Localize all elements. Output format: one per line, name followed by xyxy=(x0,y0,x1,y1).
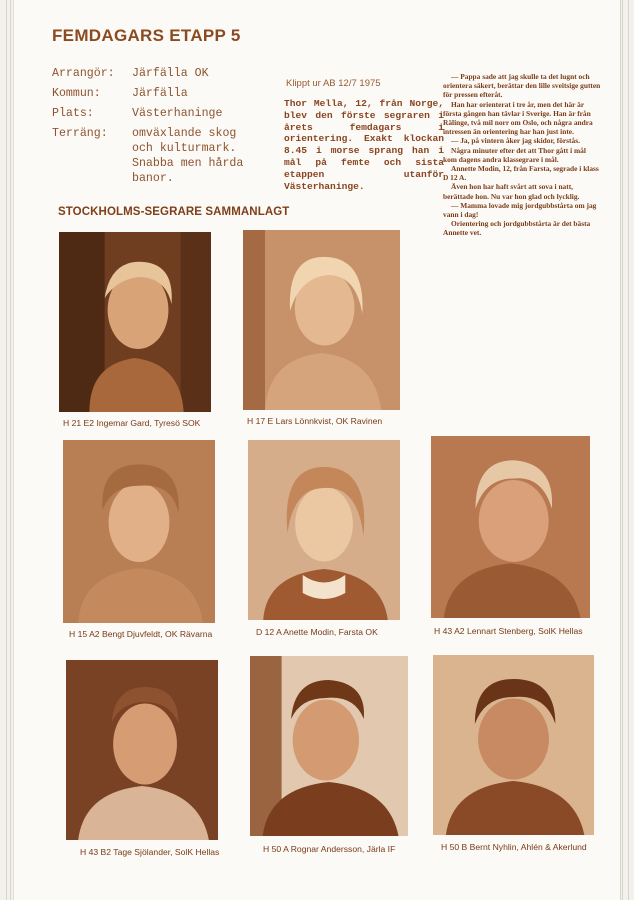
photo-caption: H 21 E2 Ingemar Gard, Tyresö SOK xyxy=(63,418,201,428)
race-facts xyxy=(52,64,282,186)
portrait-photo xyxy=(66,660,218,840)
fact-key: Terräng: xyxy=(52,127,108,140)
section-title: STOCKHOLMS-SEGRARE SAMMANLAGT xyxy=(58,206,290,218)
portrait-photo xyxy=(248,440,400,620)
portrait-photo xyxy=(243,230,400,410)
photo-caption: H 15 A2 Bengt Djuvfeldt, OK Rävarna xyxy=(69,629,213,639)
news-paragraph: Annette Modin, 12, från Farsta, segrade i klass D 12 A. xyxy=(443,164,599,183)
news-paragraph: Några minuter efter det att Thor gått i mål kom dagens andra klassegrare i mål. xyxy=(443,145,586,164)
news-paragraph: — Pappa sade att jag skulle ta det lugnt och orientera säkert, berättar den lille sveitsige gutten för pressen efteråt. xyxy=(443,72,601,100)
fact-place xyxy=(52,104,282,124)
fact-value: omväxlande skog och kulturmark. Snabba men hårda banor. xyxy=(132,127,244,185)
page-edge xyxy=(6,0,7,900)
photo-caption: D 12 A Anette Modin, Farsta OK xyxy=(256,627,378,637)
photo-caption: H 50 A Rognar Andersson, Järla IF xyxy=(263,844,396,854)
page-edge xyxy=(622,0,623,900)
fact-key: Kommun: xyxy=(52,87,101,100)
photo-caption: H 50 B Bernt Nyhlin, Ahlén & Akerlund xyxy=(441,842,587,852)
news-clipping xyxy=(443,72,601,238)
fact-value: Järfälla xyxy=(132,87,188,100)
fact-value: Västerhaninge xyxy=(132,107,223,120)
portrait-photo xyxy=(63,440,215,623)
page-edge xyxy=(10,0,11,900)
photo-caption: H 43 A2 Lennart Stenberg, SolK Hellas xyxy=(434,626,583,636)
portrait-photo xyxy=(59,232,211,412)
page-title: FEMDAGARS ETAPP 5 xyxy=(52,26,241,45)
news-paragraph: Orientering och jordgubbstårta är det bästa Annette vet. xyxy=(443,219,591,238)
portrait-photo xyxy=(250,656,408,836)
clipping-source: Klippt ur AB 12/7 1975 xyxy=(286,78,381,89)
document-page xyxy=(14,0,620,900)
fact-municipality xyxy=(52,84,282,104)
news-paragraph: Han har orienterat i tre år, men det här är första gången han tävlar i Sverige. Han är från Rälinge, två mil norr om Oslo, och några andra intressen än orientering har han just inte. xyxy=(443,99,593,137)
fact-terrain xyxy=(52,124,282,186)
fact-key: Plats: xyxy=(52,107,94,120)
news-paragraph: — Mamma lovade mig jordgubbstårta om jag vann i dag! xyxy=(443,200,597,220)
photo-caption: H 17 E Lars Lönnkvist, OK Ravinen xyxy=(247,416,383,426)
fact-organizer xyxy=(52,64,282,84)
fact-value: Järfälla OK xyxy=(132,67,209,80)
portrait-photo xyxy=(431,436,590,618)
clipping-text: Thor Mella, 12, från Norge, blev den förste segraren i årets femdagars i orientering. Exakt klockan 8.45 i morse sprang han i mål på femte och sista etappen utanför Västerhaninge. xyxy=(284,98,444,192)
page-edge xyxy=(628,0,629,900)
portrait-photo xyxy=(433,655,594,835)
fact-key: Arrangör: xyxy=(52,67,115,80)
news-paragraph: — Ja, på vintern åker jag skidor, förstås. xyxy=(451,136,580,146)
news-paragraph: Även hon har haft svårt att sova i natt, berättade hon. Nu var hon glad och lycklig. xyxy=(443,182,580,201)
photo-caption: H 43 B2 Tage Sjölander, SolK Hellas xyxy=(80,847,220,857)
